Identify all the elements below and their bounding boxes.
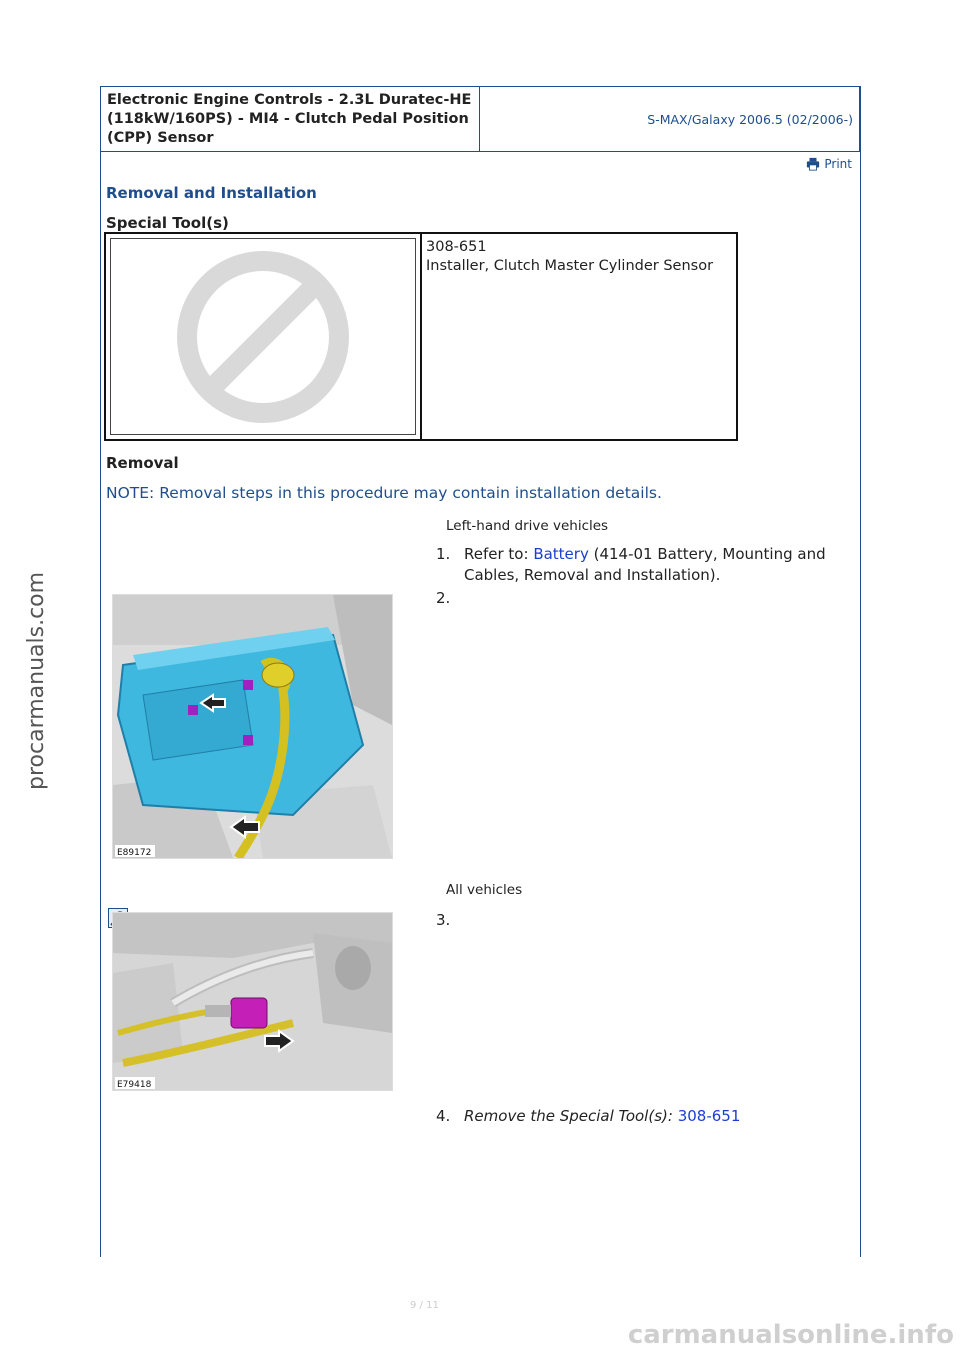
step-text: (414-01 Battery, Mounting and Cables, Removal and Installation). xyxy=(464,545,826,584)
step-text: Remove the Special Tool(s): xyxy=(464,1107,678,1125)
printer-icon xyxy=(806,157,820,171)
no-image-icon xyxy=(110,238,416,435)
footer-watermark: carmanualsonline.info xyxy=(627,1320,954,1350)
step-number: 4. xyxy=(436,1107,451,1125)
print-button[interactable] xyxy=(806,157,852,171)
step-2 xyxy=(436,588,464,609)
special-tools-table xyxy=(104,232,738,441)
special-tool-link[interactable]: 308-651 xyxy=(677,1107,741,1125)
print-label: Print xyxy=(824,157,852,171)
figure-battery-tray xyxy=(112,594,393,859)
step-text: Refer to: xyxy=(464,545,534,563)
tool-description: Installer, Clutch Master Cylinder Sensor xyxy=(426,258,714,274)
tool-image-cell xyxy=(106,234,422,439)
step-number: 3. xyxy=(436,911,451,929)
side-watermark-text: procarmanuals.com xyxy=(24,571,49,790)
document-header xyxy=(100,86,860,152)
figure-clutch-sensor xyxy=(112,912,393,1091)
vehicle-model: S-MAX/Galaxy 2006.5 (02/2006-) xyxy=(647,111,853,127)
page-title: Electronic Engine Controls - 2.3L Duratec-HE (118kW/160PS) - MI4 - Clutch Pedal Position (CPP) Sensor xyxy=(101,87,480,151)
figure-code: E79418 xyxy=(117,1080,152,1090)
removal-heading: Removal xyxy=(106,454,179,472)
step-number: 1. xyxy=(436,545,451,563)
step-number: 2. xyxy=(436,589,451,607)
battery-link[interactable]: Battery xyxy=(533,545,589,563)
removal-note: NOTE: Removal steps in this procedure may contain installation details. xyxy=(106,484,662,502)
group-label-lhd: Left-hand drive vehicles xyxy=(446,518,609,534)
tool-text-cell xyxy=(422,234,736,439)
figure-code: E89172 xyxy=(117,848,152,858)
section-title: Removal and Installation xyxy=(106,184,317,202)
page-number: 9 / 11 xyxy=(410,1300,439,1311)
group-label-all: All vehicles xyxy=(446,882,523,898)
special-tools-heading: Special Tool(s) xyxy=(106,214,229,232)
step-1 xyxy=(436,544,856,586)
tool-number: 308-651 xyxy=(426,239,487,255)
side-watermark xyxy=(0,560,49,790)
step-4 xyxy=(436,1106,740,1127)
step-3 xyxy=(436,910,464,931)
